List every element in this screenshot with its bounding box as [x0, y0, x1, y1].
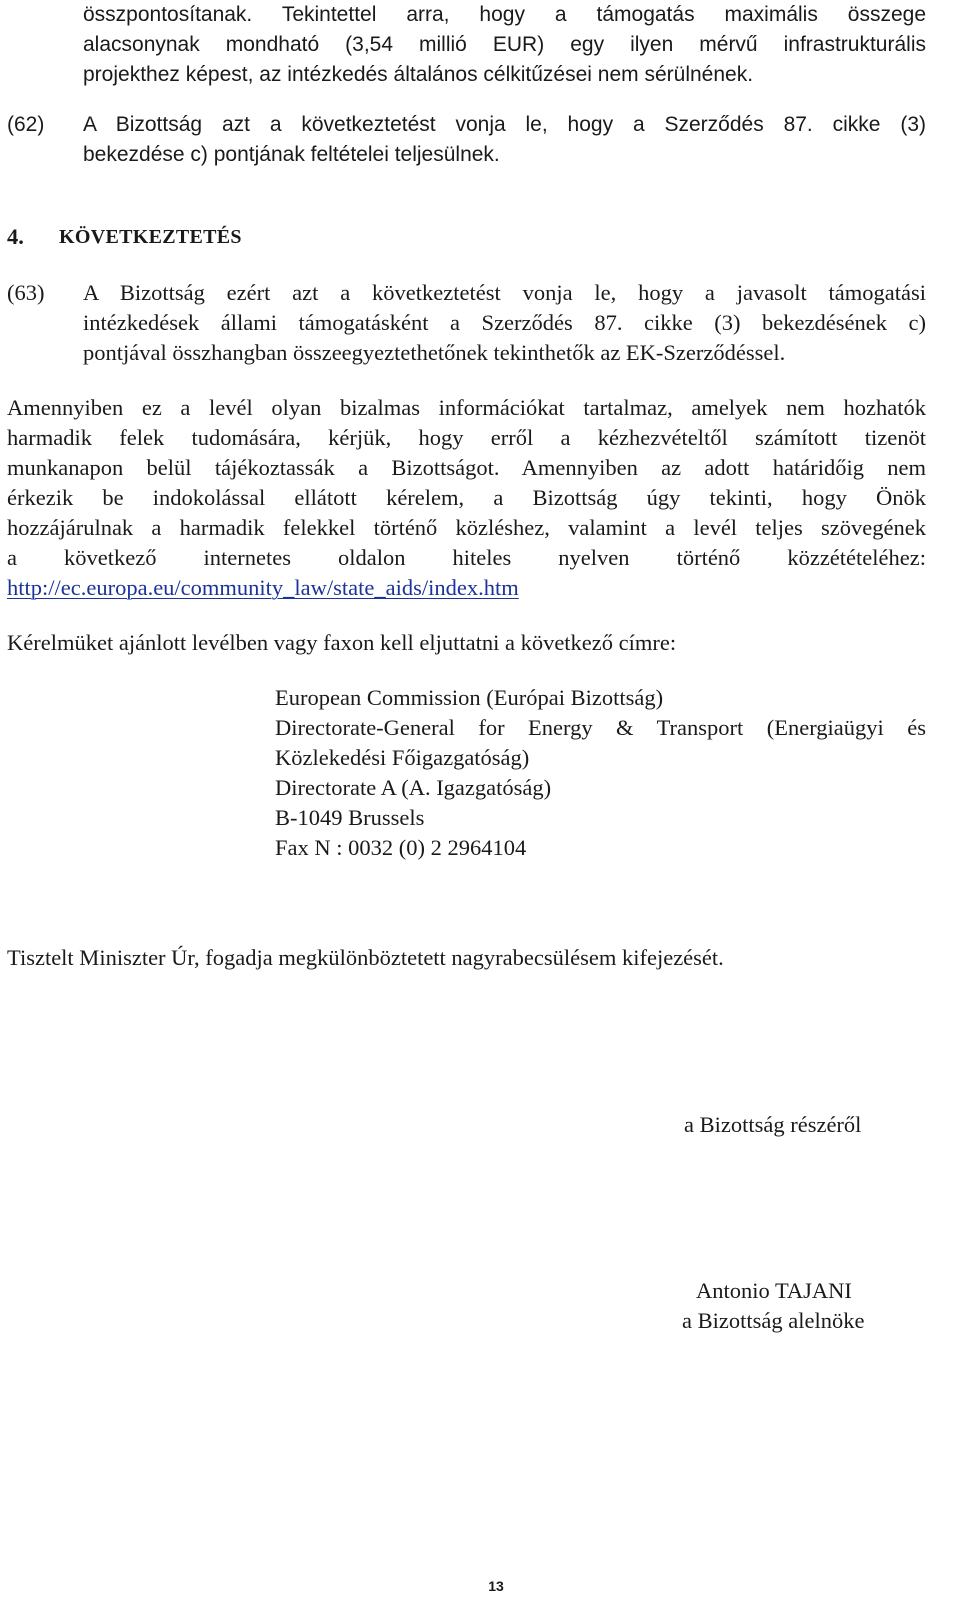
request-line: Kérelmüket ajánlott levélben vagy faxon kell eljuttatni a következő címre: — [7, 630, 677, 655]
item-63-number: (63) — [7, 280, 45, 305]
address-line: European Commission (Európai Bizottság) — [275, 685, 664, 710]
address-line: B-1049 Brussels — [275, 805, 425, 830]
address-line: Fax N : 0032 (0) 2 2964104 — [275, 835, 527, 860]
paragraph-line: bekezdése c) pontjának feltételei teljesülnek. — [83, 143, 500, 166]
paragraph-line: projekthez képest, az intézkedés általános célkitűzései nem sérülnének. — [83, 63, 754, 86]
address-line: Directorate A (A. Igazgatóság) — [275, 775, 552, 800]
state-aids-link[interactable]: http://ec.europa.eu/community_law/state_aids/index.htm — [7, 575, 519, 600]
page-number: 13 — [488, 1578, 504, 1594]
address-block — [275, 683, 926, 863]
paragraph-line: intézkedések állami támogatásként a Szerződés 87. cikke (3) bekezdésének c) — [83, 310, 926, 335]
paragraph-line: érkezik be indokolással ellátott kérelem, a Bizottság úgy tekinti, hogy Önök — [7, 485, 926, 510]
paragraph-line: A Bizottság azt a következtetést vonja le, hogy a Szerződés 87. cikke (3) — [83, 113, 926, 136]
signature-name: Antonio TAJANI — [696, 1278, 852, 1303]
confidentiality-paragraph — [7, 393, 926, 603]
paragraph-line: A Bizottság ezért azt a következtetést vonja le, hogy a javasolt támogatási — [83, 280, 926, 305]
closing-line: Tisztelt Miniszter Úr, fogadja megkülönböztetett nagyrabecsülésem kifejezését. — [7, 945, 724, 970]
paragraph-line: munkanapon belül tájékoztassák a Bizottságot. Amennyiben az adott határidőig nem — [7, 455, 926, 480]
signature-role: a Bizottság alelnöke — [682, 1308, 865, 1333]
section-number: 4. — [7, 224, 24, 249]
paragraph-line: harmadik felek tudomására, kérjük, hogy erről a kézhezvételtől számított tizenöt — [7, 425, 926, 450]
item-62-text — [83, 110, 926, 170]
top-paragraph — [83, 0, 926, 90]
paragraph-line: a következő internetes oldalon hiteles nyelven történő közzétételéhez: — [7, 545, 926, 570]
item-62-number: (62) — [7, 113, 45, 136]
signature-on-behalf: a Bizottság részéről — [684, 1112, 862, 1137]
address-line: Közlekedési Főigazgatóság) — [275, 745, 530, 770]
item-63-text — [83, 278, 926, 368]
paragraph-line: összpontosítanak. Tekintettel arra, hogy a támogatás maximális összege — [83, 3, 926, 26]
address-line: Directorate-General for Energy & Transport (Energiaügyi és — [275, 715, 926, 740]
paragraph-line: hozzájárulnak a harmadik felekkel történő közléshez, valamint a levél teljes szövegének — [7, 515, 926, 540]
paragraph-line: Amennyiben ez a levél olyan bizalmas információkat tartalmaz, amelyek nem hozhatók — [7, 395, 926, 420]
paragraph-line: pontjával összhangban összeegyeztethetőnek tekinthetők az EK-Szerződéssel. — [83, 340, 786, 365]
paragraph-line: alacsonynak mondható (3,54 millió EUR) egy ilyen mérvű infrastrukturális — [83, 33, 926, 56]
section-title: KÖVETKEZTETÉS — [59, 226, 242, 248]
